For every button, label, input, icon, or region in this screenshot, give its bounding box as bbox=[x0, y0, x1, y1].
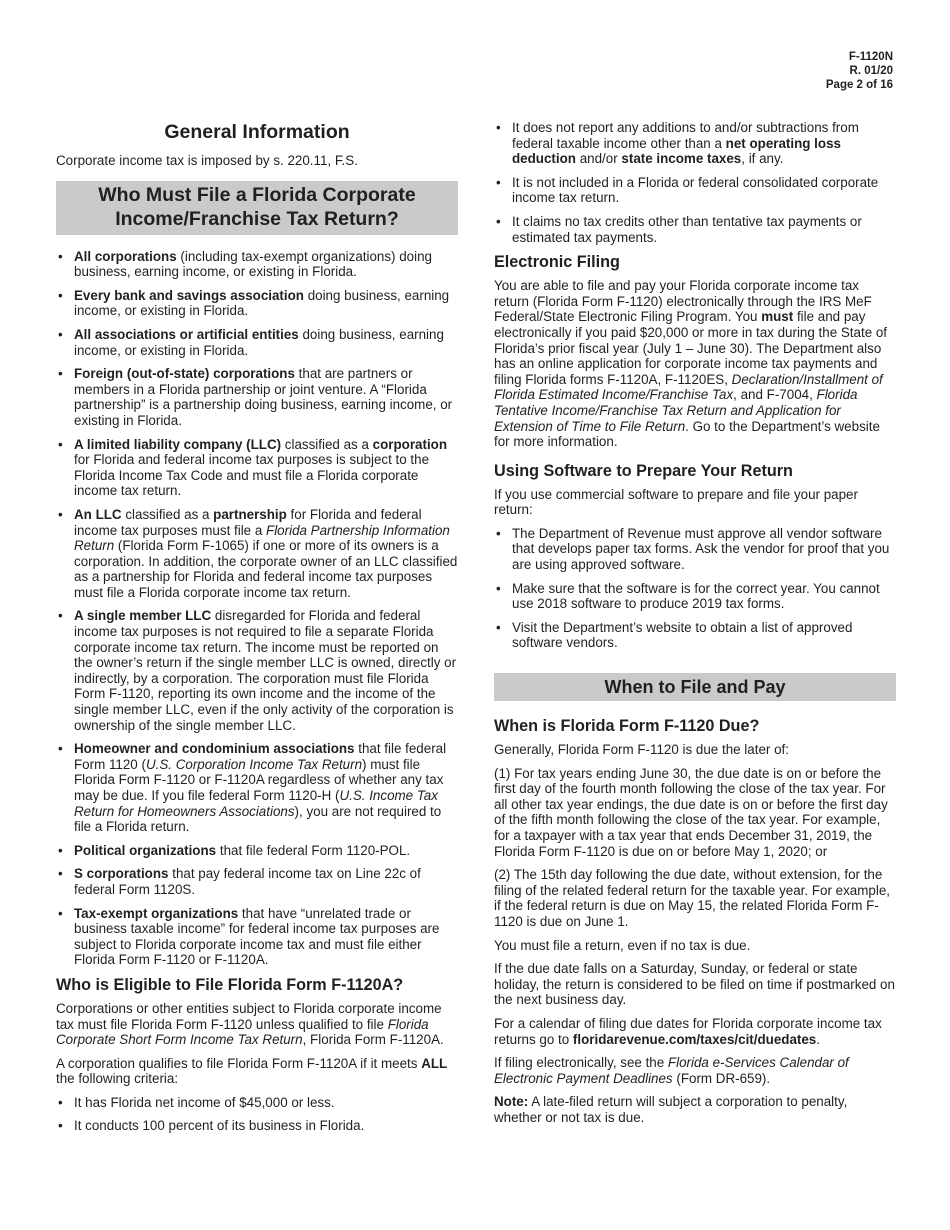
list-item: • The Department of Revenue must approve all vendor software that develops paper tax forms. Ask the vendor for proof that you are using approved software. bbox=[494, 526, 896, 573]
banner-line-1: Who Must File a Florida Corporate bbox=[98, 183, 416, 206]
due-paragraph-1: (1) For tax years ending June 30, the due date is on or before the first day of the fourth month following the close of the tax year. For all other tax year endings, the due date is on or before the first day of the fifth month following the close of the tax year. For example, for a taxpayer with a tax year that ends December 31, 2019, the Florida Form F-1120 is due on or before May 1, 2020; or bbox=[494, 765, 888, 859]
efile-heading: Electronic Filing bbox=[494, 253, 620, 272]
list-item: • It conducts 100 percent of its business in Florida. bbox=[56, 1118, 458, 1134]
form-header bbox=[826, 50, 893, 92]
list-item: • Tax-exempt organizations that have “unrelated trade or business taxable income” for federal income tax purposes are subject to Florida corporate income tax and must file either Florida Form F-1120 or F-1120A. bbox=[56, 906, 458, 968]
list-item: • A single member LLC disregarded for Florida and federal income tax purposes is not required to file a separate Florida corporate income tax return. The income must be reported on the owner’s return if the single member LLC is owned, directly or indirectly, by a corporation. The corporation must file Florida Form F-1120, reporting its own income and the income of the single member LLC, even if the only activity of the corporation is ownership of the single member LLC. bbox=[56, 608, 458, 733]
banner-line-2: Income/Franchise Tax Return? bbox=[115, 207, 399, 230]
software-intro: If you use commercial software to prepare and file your paper return: bbox=[494, 486, 858, 518]
list-item: • Visit the Department’s website to obtain a list of approved software vendors. bbox=[494, 620, 896, 651]
eligible-heading: Who is Eligible to File Florida Form F-1120A? bbox=[56, 975, 404, 994]
list-item: • Every bank and savings association doing business, earning income, or existing in Florida. bbox=[56, 288, 458, 319]
list-item: • It claims no tax credits other than tentative tax payments or estimated tax payments. bbox=[494, 214, 896, 245]
left-column bbox=[56, 120, 458, 1140]
criteria-list-continued bbox=[494, 120, 896, 245]
list-item: • Foreign (out-of-state) corporations that are partners or members in a Florida partnership or joint venture. A “Florida partnership” is a partnership doing business, earning income, or existing in Florida. bbox=[56, 366, 458, 428]
list-item: • It has Florida net income of $45,000 or less. bbox=[56, 1095, 458, 1111]
when-to-file-banner: When to File and Pay bbox=[494, 673, 896, 701]
note-paragraph: Note: A late-filed return will subject a corporation to penalty, whether or not tax is due. bbox=[494, 1094, 848, 1125]
due-intro: Generally, Florida Form F-1120 is due the later of: bbox=[494, 742, 789, 758]
list-item: • Homeowner and condominium associations that file federal Form 1120 (U.S. Corporation Income Tax Return) must file Florida Form F-1120 or F-1120A regardless of whether any tax may be due. If you file federal Form 1120-H (U.S. Income Tax Return for Homeowners Associations), you are not required to file a Florida return. bbox=[56, 741, 458, 835]
list-item: • Political organizations that file federal Form 1120-POL. bbox=[56, 843, 458, 859]
due-paragraph-4: If the due date falls on a Saturday, Sunday, or federal or state holiday, the return is considered to be filed on time if postmarked on the next business day. bbox=[494, 961, 895, 1008]
who-must-file-banner bbox=[56, 181, 458, 235]
list-item: • S corporations that pay federal income tax on Line 22c of federal Form 1120S. bbox=[56, 866, 458, 897]
eservices-paragraph: If filing electronically, see the Florida e-Services Calendar of Electronic Payment Deadlines (Form DR-659). bbox=[494, 1055, 849, 1086]
due-heading: When is Florida Form F-1120 Due? bbox=[494, 717, 760, 736]
who-must-file-list bbox=[56, 249, 458, 968]
list-item: • An LLC classified as a partnership for Florida and federal income tax purposes must file a Florida Partnership Information Return (Florida Form F-1065) if one or more of its owners is a corporation. In addition, the corporate owner of an LLC classified as a partnership for Florida and federal income tax purposes must file a Florida corporate income tax return. bbox=[56, 507, 458, 601]
page-title: General Information bbox=[164, 121, 350, 143]
intro-text: Corporate income tax is imposed by s. 220.11, F.S. bbox=[56, 153, 358, 168]
due-paragraph-2: (2) The 15th day following the due date, without extension, for the filing of the related federal return for the taxable year. For example, if the federal return is due on May 15, the related Florida Form F-1120 is due on June 1. bbox=[494, 867, 890, 929]
form-number: F-1120N bbox=[848, 51, 893, 63]
software-list bbox=[494, 526, 896, 651]
list-item: • All corporations (including tax-exempt organizations) doing business, earning income, or existing in Florida. bbox=[56, 249, 458, 280]
software-heading: Using Software to Prepare Your Return bbox=[494, 461, 793, 480]
list-item: • Make sure that the software is for the correct year. You cannot use 2018 software to produce 2019 tax forms. bbox=[494, 581, 896, 612]
list-item: • It does not report any additions to and/or subtractions from federal taxable income other than a net operating loss deduction and/or state income taxes, if any. bbox=[494, 120, 896, 167]
list-item: • All associations or artificial entities doing business, earning income, or existing in Florida. bbox=[56, 327, 458, 358]
efile-paragraph: You are able to file and pay your Florida corporate income tax return (Florida Form F-1120) electronically through the IRS MeF Federal/State Electronic Filing Program. You must file and pay electronically if you paid $20,000 or more in tax during the State of Florida’s prior fiscal year (July 1 – June 30). The Department also has an online application for corporate income tax payments and filing Florida forms F-1120A, F-1120ES, Declaration/Installment of Florida Estimated Income/Franchise Tax, and F-7004, Florida Tentative Income/Franchise Tax Return and Application for Extension of Time to File Return. Go to the Department’s website for more information. bbox=[494, 278, 888, 450]
right-column bbox=[494, 120, 896, 1134]
eligible-paragraph-1: Corporations or other entities subject to Florida corporate income tax must file Florida Form F-1120 unless qualified to file Florida Corporate Short Form Income Tax Return, Florida Form F-1120A. bbox=[56, 1000, 444, 1048]
criteria-list bbox=[56, 1095, 458, 1133]
form-revision: R. 01/20 bbox=[849, 65, 893, 77]
eligible-paragraph-2: A corporation qualifies to file Florida Form F-1120A if it meets ALL the following criteria: bbox=[56, 1055, 448, 1087]
due-paragraph-3: You must file a return, even if no tax is due. bbox=[494, 937, 751, 953]
due-dates-link[interactable]: floridarevenue.com/taxes/cit/duedates bbox=[572, 1031, 817, 1047]
page-number: Page 2 of 16 bbox=[825, 79, 893, 91]
list-item: • It is not included in a Florida or federal consolidated corporate income tax return. bbox=[494, 175, 896, 206]
list-item: • A limited liability company (LLC) classified as a corporation for Florida and federal income tax purposes is subject to the Florida Income Tax Code and must file a Florida corporate income tax return. bbox=[56, 437, 458, 499]
calendar-paragraph: For a calendar of filing due dates for Florida corporate income tax returns go to floridarevenue.com/taxes/cit/duedates. bbox=[494, 1015, 882, 1047]
